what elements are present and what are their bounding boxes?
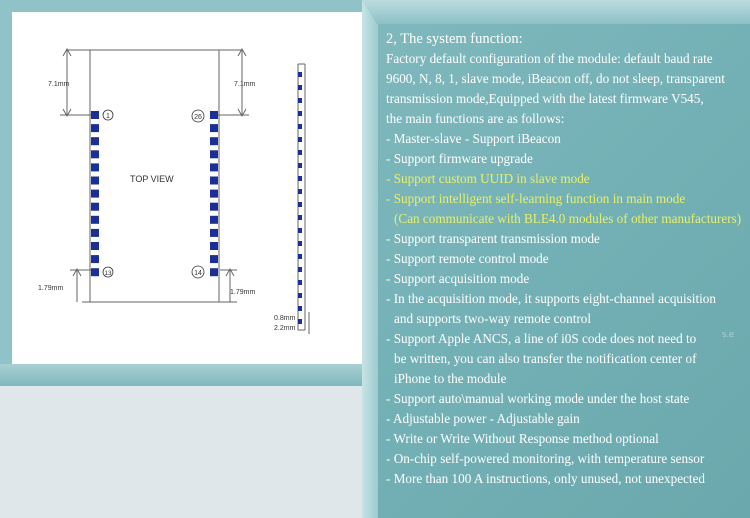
feature-line: transmission mode,Equipped with the latest firmware V545, — [386, 91, 704, 106]
right-pin-pad — [210, 124, 218, 132]
pin-26-label: 26 — [194, 114, 202, 121]
right-pin-pad — [210, 150, 218, 158]
feature-line: - In the acquisition mode, it supports eight-channel acquisition — [386, 291, 716, 306]
left-pin-pad — [91, 124, 99, 132]
right-pin-pad — [210, 229, 218, 237]
right-pin-pad — [210, 111, 218, 119]
top-view-label: TOP VIEW — [130, 174, 174, 184]
feature-line: - Master-slave - Support iBeacon — [386, 131, 561, 146]
feature-line: the main functions are as follows: — [386, 111, 565, 126]
side-pin-pad — [298, 176, 302, 181]
side-pin-pad — [298, 189, 302, 194]
side-pin-pad — [298, 85, 302, 90]
feature-line: - Support intelligent self-learning function in main mode — [386, 191, 686, 206]
side-pin-pads — [298, 72, 302, 324]
left-pin-pad — [91, 255, 99, 263]
description-panel-top-bevel — [362, 0, 750, 24]
side-pin-pad — [298, 306, 302, 311]
feature-line: - More than 100 A instructions, only unused, not unexpected — [386, 471, 706, 486]
right-pin-pad — [210, 163, 218, 171]
feature-line: - Support custom UUID in slave mode — [386, 171, 590, 186]
feature-line: be written, you can also transfer the notification center of — [394, 351, 697, 366]
feature-line: (Can communicate with BLE4.0 modules of other manufacturers) — [394, 211, 742, 226]
right-pin-pad — [210, 242, 218, 250]
pin-1-label: 1 — [106, 113, 110, 120]
pin-14-label: 14 — [194, 270, 202, 277]
left-pin-pad — [91, 137, 99, 145]
feature-line: - Support transparent transmission mode — [386, 231, 600, 246]
feature-line: - Write or Write Without Response method optional — [386, 431, 659, 446]
dim-bottom-left-label: 1.79mm — [38, 285, 64, 292]
left-pin-pad — [91, 163, 99, 171]
dim-top-left-label: 7.1mm — [48, 81, 70, 88]
system-function-text — [386, 30, 748, 489]
left-pin-pad — [91, 177, 99, 185]
side-pin-pad — [298, 111, 302, 116]
dim-top-right-label: 7.1mm — [234, 81, 256, 88]
dim-side-thin-label: 0.8mm — [274, 315, 296, 322]
side-pin-pad — [298, 98, 302, 103]
side-pin-pad — [298, 241, 302, 246]
feature-line: - Adjustable power - Adjustable gain — [386, 411, 580, 426]
side-pin-pad — [298, 150, 302, 155]
right-pin-pad — [210, 137, 218, 145]
right-pin-pad — [210, 255, 218, 263]
left-pin-pad — [91, 268, 99, 276]
left-pin-pad — [91, 111, 99, 119]
feature-line: iPhone to the module — [394, 371, 507, 386]
description-panel-left-bevel — [362, 0, 378, 518]
side-pin-pad — [298, 137, 302, 142]
side-pin-pad — [298, 202, 302, 207]
side-pin-pad — [298, 267, 302, 272]
side-pin-pad — [298, 215, 302, 220]
feature-line: - Support auto\manual working mode under the host state — [386, 391, 690, 406]
left-pin-pads — [91, 111, 99, 276]
feature-line: and supports two-way remote control — [394, 311, 592, 326]
feature-line: - On-chip self-powered monitoring, with temperature sensor — [386, 451, 705, 466]
right-pin-pad — [210, 190, 218, 198]
left-pin-pad — [91, 203, 99, 211]
right-pin-pad — [210, 203, 218, 211]
side-pin-pad — [298, 72, 302, 77]
pin-13-label: 13 — [104, 270, 112, 277]
stray-mark: s.e — [722, 329, 735, 339]
feature-line: - Support Apple ANCS, a line of i0S code does not need to — [386, 331, 697, 346]
side-pin-pad — [298, 293, 302, 298]
feature-line: 9600, N, 8, 1, slave mode, iBeacon off, do not sleep, transparent — [386, 71, 725, 86]
left-pin-pad — [91, 229, 99, 237]
side-pin-pad — [298, 254, 302, 259]
right-pin-pads — [210, 111, 218, 276]
left-pin-pad — [91, 242, 99, 250]
dim-bottom-right-label: 1.79mm — [230, 289, 256, 296]
feature-line: - Support firmware upgrade — [386, 151, 533, 166]
side-pin-pad — [298, 163, 302, 168]
feature-lines — [386, 49, 748, 489]
module-dimension-drawing — [12, 12, 362, 364]
right-pin-pad — [210, 216, 218, 224]
side-pin-pad — [298, 319, 302, 324]
right-pin-pad — [210, 268, 218, 276]
drawing-frame-bottom — [0, 364, 378, 386]
section-heading: 2, The system function: — [386, 31, 523, 47]
left-pin-pad — [91, 216, 99, 224]
left-pin-pad — [91, 190, 99, 198]
left-pin-pad — [91, 150, 99, 158]
right-pin-pad — [210, 177, 218, 185]
side-pin-pad — [298, 228, 302, 233]
feature-line: - Support remote control mode — [386, 251, 549, 266]
side-pin-pad — [298, 280, 302, 285]
dimension-drawing-svg — [12, 12, 362, 364]
feature-line: Factory default configuration of the module: default baud rate — [386, 51, 713, 66]
dim-side-thick-label: 2.2mm — [274, 325, 296, 332]
feature-line: - Support acquisition mode — [386, 271, 530, 286]
side-pin-pad — [298, 124, 302, 129]
